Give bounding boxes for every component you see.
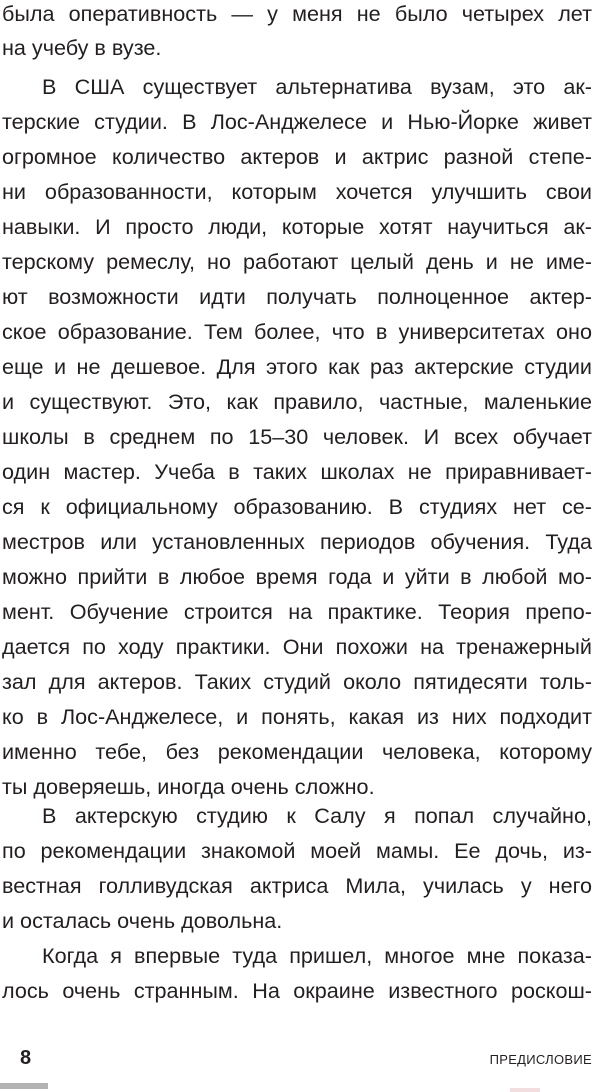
text-line: терские студии. В Лос-Анджелесе и Нью-Йорке живет bbox=[2, 109, 592, 134]
text-line: терскому ремеслу, но работают целый день и не име- bbox=[2, 249, 592, 274]
text-line: ют возможности идти получать полноценное актер- bbox=[2, 284, 592, 309]
text-line: ни образованности, которым хочется улучшить свои bbox=[2, 179, 592, 204]
text-line: ское образование. Тем более, что в университетах оно bbox=[2, 319, 592, 344]
text-line: лось очень странным. На окраине известного роскош- bbox=[2, 978, 592, 1003]
text-line: на учебу в вузе. bbox=[2, 35, 162, 60]
page-number: 8 bbox=[20, 1047, 32, 1069]
text-line: навыки. И просто люди, которые хотят научиться ак- bbox=[2, 214, 592, 239]
text-line: ко в Лос-Анджелесе, и понять, какая из них подходит bbox=[2, 704, 592, 729]
text-line: была оперативность — у меня не было четырех лет bbox=[2, 1, 592, 26]
text-line: один мастер. Учеба в таких школах не приравнивает- bbox=[2, 459, 592, 484]
text-line: дается по ходу практики. Они похожи на тренажерный bbox=[2, 634, 592, 659]
footer-edge-mark bbox=[510, 1088, 540, 1092]
text-line: огромное количество актеров и актрис разной степе- bbox=[2, 144, 592, 169]
text-line: местров или установленных периодов обучения. Туда bbox=[2, 529, 592, 554]
footer-decorative-bar bbox=[0, 1083, 48, 1089]
text-line: вестная голливудская актриса Мила, училась у него bbox=[2, 873, 592, 898]
text-line: В США существует альтернатива вузам, это ак- bbox=[42, 74, 592, 99]
text-line: и существуют. Это, как правило, частные, маленькие bbox=[2, 389, 592, 414]
text-line: ты доверяешь, иногда очень сложно. bbox=[2, 774, 375, 799]
text-line: по рекомендации знакомой моей мамы. Ее дочь, из- bbox=[2, 838, 592, 863]
text-line: именно тебе, без рекомендации человека, которому bbox=[2, 739, 592, 764]
text-line: и осталась очень довольна. bbox=[2, 908, 283, 933]
text-line: школы в среднем по 15–30 человек. И всех обучает bbox=[2, 424, 592, 449]
text-line: можно прийти в любое время года и уйти в любой мо- bbox=[2, 564, 592, 589]
text-line: мент. Обучение строится на практике. Теория препо- bbox=[2, 599, 592, 624]
text-line: зал для актеров. Таких студий около пятидесяти толь- bbox=[2, 669, 592, 694]
text-line: еще и не дешевое. Для этого как раз актерские студии bbox=[2, 354, 592, 379]
text-line: ся к официальному образованию. В студиях нет се- bbox=[2, 494, 592, 519]
text-line: Когда я впервые туда пришел, многое мне показа- bbox=[42, 943, 592, 968]
running-header-section-title: ПРЕДИСЛОВИЕ bbox=[489, 1052, 592, 1067]
text-line: В актерскую студию к Салу я попал случайно, bbox=[42, 803, 592, 828]
